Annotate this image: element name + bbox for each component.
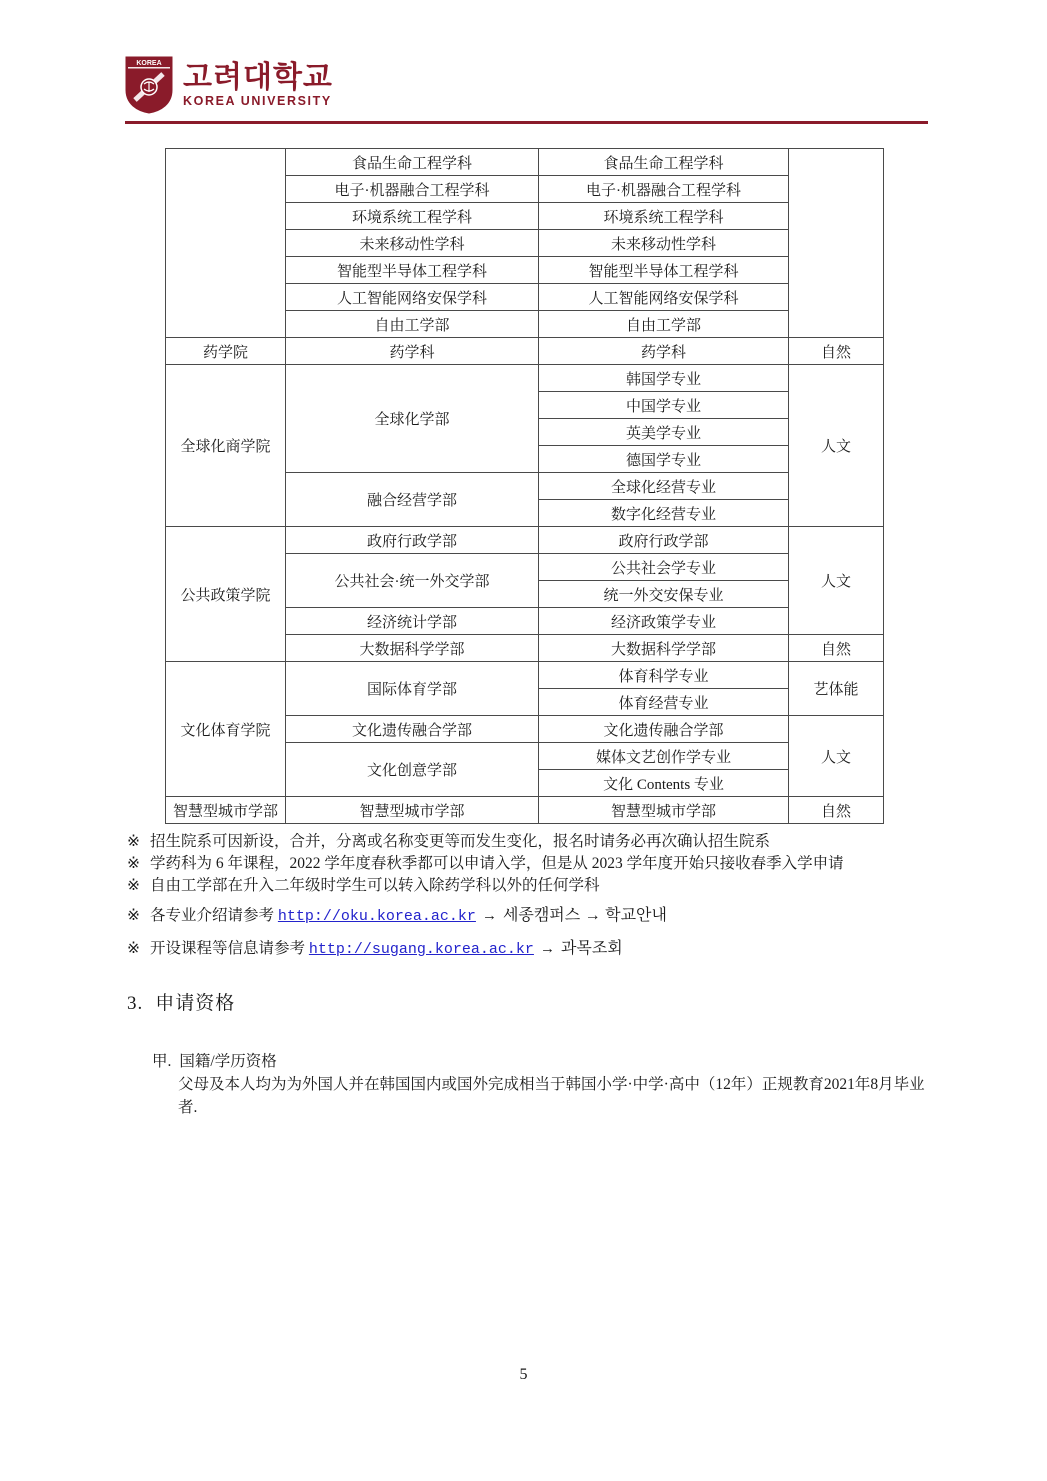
table-cell: 智慧型城市学部: [286, 797, 539, 824]
note-marker: ※: [127, 940, 140, 957]
table-cell: 智能型半导体工程学科: [539, 257, 789, 284]
table-cell: 德国学专业: [539, 446, 789, 473]
table-cell: 体育科学专业: [539, 662, 789, 689]
notes: [127, 831, 937, 963]
table-cell: 大数据科学学部: [539, 635, 789, 662]
arrow-icon: →: [539, 941, 555, 957]
table-cell: 环境系统工程学科: [539, 203, 789, 230]
table-cell: 文化遗传融合学部: [539, 716, 789, 743]
table-row: [166, 338, 884, 365]
table-cell: 药学科: [286, 338, 539, 365]
note-text: 各专业介绍请参考: [150, 907, 278, 924]
table-cell: [166, 149, 286, 338]
table-row: [166, 149, 884, 176]
table-cell: 经济统计学部: [286, 608, 539, 635]
note-text: 自由工学部在升入二年级时学生可以转入除药学科以外的任何学科: [150, 877, 600, 894]
table-cell: 未来移动性学科: [286, 230, 539, 257]
table-cell: 全球化学部: [286, 365, 539, 473]
table-cell: 电子·机器融合工程学科: [539, 176, 789, 203]
table-cell: 文化遗传融合学部: [286, 716, 539, 743]
table-cell: 食品生命工程学科: [539, 149, 789, 176]
table-cell: 自由工学部: [539, 311, 789, 338]
note: [127, 875, 937, 897]
page-number: 5: [519, 1366, 528, 1383]
table-cell: 公共社会学专业: [539, 554, 789, 581]
table-cell: 智慧型城市学部: [166, 797, 286, 824]
note-korean-text: 세종캠퍼스 → 학교안내: [502, 907, 667, 924]
table-cell: 政府行政学部: [539, 527, 789, 554]
university-crest-icon: [125, 56, 173, 114]
note: [127, 831, 937, 853]
table-cell: 数字化经营专业: [539, 500, 789, 527]
table-cell: 统一外交安保专业: [539, 581, 789, 608]
oku-link[interactable]: http://oku.korea.ac.kr: [277, 908, 476, 925]
section-heading: [127, 988, 917, 1015]
program-table: [165, 148, 884, 824]
table-cell: 全球化经营专业: [539, 473, 789, 500]
university-header: [125, 56, 333, 114]
table-cell: [789, 149, 884, 338]
table-cell: 电子·机器融合工程学科: [286, 176, 539, 203]
table-cell: 英美学专业: [539, 419, 789, 446]
table-cell: 人文: [789, 527, 884, 635]
table-cell: 文化 Contents 专业: [539, 770, 789, 797]
table-row: [166, 797, 884, 824]
header-rule: [125, 121, 928, 124]
section-item: [152, 1049, 925, 1119]
table-cell: 公共社会·统一外交学部: [286, 554, 539, 608]
note: [127, 853, 937, 875]
note-marker: ※: [127, 907, 140, 924]
table-cell: 自然: [789, 635, 884, 662]
table-cell: 智慧型城市学部: [539, 797, 789, 824]
arrow-icon: →: [481, 908, 497, 924]
crest-label: KOREA: [136, 60, 162, 67]
table-cell: 未来移动性学科: [539, 230, 789, 257]
table-cell: 自然: [789, 797, 884, 824]
table-cell: 药学科: [539, 338, 789, 365]
table-row: [166, 527, 884, 554]
note: [127, 903, 937, 930]
table-cell: 政府行政学部: [286, 527, 539, 554]
table-cell: 国际体育学部: [286, 662, 539, 716]
table-cell: 中国学专业: [539, 392, 789, 419]
university-names: [183, 62, 333, 108]
table-cell: 人工智能网络安保学科: [286, 284, 539, 311]
university-english-name: KOREA UNIVERSITY: [183, 93, 332, 108]
table-cell: 体育经营专业: [539, 689, 789, 716]
table-cell: 自由工学部: [286, 311, 539, 338]
table-cell: 融合经营学部: [286, 473, 539, 527]
sugang-link[interactable]: http://sugang.korea.ac.kr: [308, 941, 534, 958]
table-cell: 智能型半导体工程学科: [286, 257, 539, 284]
table-cell: 人文: [789, 365, 884, 527]
note-marker: ※: [127, 877, 140, 894]
section-number: 3.: [127, 993, 144, 1014]
table-cell: 公共政策学院: [166, 527, 286, 662]
section-title: 申请资格: [155, 993, 236, 1014]
note-marker: ※: [127, 855, 140, 872]
note-text: 学药科为 6 年课程，2022 学年度春秋季都可以申请入学，但是从 2023 学年度开始只接收春季入学申请: [150, 855, 844, 872]
note-korean-text: 과목조회: [560, 940, 623, 957]
note-text: 招生院系可因新设，合并，分离或名称变更等而发生变化，报名时请务必再次确认招生院系: [150, 833, 771, 850]
table-cell: 艺体能: [789, 662, 884, 716]
table-cell: 大数据科学学部: [286, 635, 539, 662]
program-table-body: [166, 149, 884, 824]
table-cell: 全球化商学院: [166, 365, 286, 527]
table-cell: 药学院: [166, 338, 286, 365]
table-cell: 经济政策学专业: [539, 608, 789, 635]
table-cell: 环境系统工程学科: [286, 203, 539, 230]
item-label: 甲.: [152, 1053, 172, 1070]
section-application-qualification: [127, 988, 925, 1119]
item-title: 国籍/学历资格: [179, 1053, 277, 1070]
table-row: [166, 662, 884, 689]
note-marker: ※: [127, 833, 140, 850]
table-cell: 人工智能网络安保学科: [539, 284, 789, 311]
table-row: [166, 365, 884, 392]
note: [127, 936, 937, 963]
table-cell: 自然: [789, 338, 884, 365]
university-korean-name: 고려대학교: [183, 61, 333, 95]
item-head: [152, 1049, 917, 1071]
note-text: 开设课程等信息请参考: [150, 940, 309, 957]
table-cell: 人文: [789, 716, 884, 797]
item-body: 父母及本人均为为外国人并在韩国国内或国外完成相当于韩国小学·中学·高中（12年）正规教育2021年8月毕业者.: [178, 1076, 925, 1116]
table-cell: 文化体育学院: [166, 662, 286, 797]
table-cell: 食品生命工程学科: [286, 149, 539, 176]
table-cell: 韩国学专业: [539, 365, 789, 392]
table-cell: 媒体文艺创作学专业: [539, 743, 789, 770]
table-cell: 文化创意学部: [286, 743, 539, 797]
